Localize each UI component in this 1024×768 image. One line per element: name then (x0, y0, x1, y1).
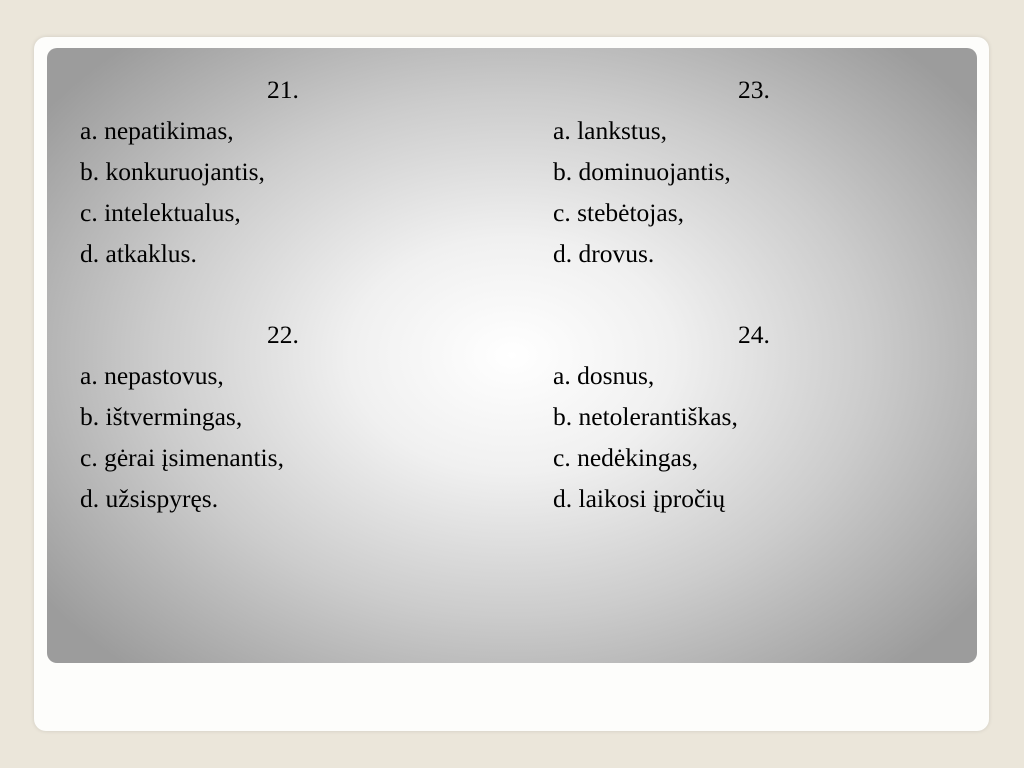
question-24 (553, 314, 973, 519)
question-number: 23. (738, 75, 770, 104)
option-c: c. intelektualus, (80, 198, 241, 227)
question-number: 24. (738, 320, 770, 349)
option-b: b. dominuojantis, (553, 157, 731, 186)
question-22 (80, 314, 495, 519)
question-23 (553, 69, 973, 274)
option-a: a. nepastovus, (80, 361, 224, 390)
question-number: 22. (267, 320, 299, 349)
option-a: a. lankstus, (553, 116, 668, 145)
option-b: b. ištvermingas, (80, 402, 243, 431)
option-a: a. dosnus, (553, 361, 655, 390)
option-d: d. drovus. (553, 239, 655, 268)
option-b: b. konkuruojantis, (80, 157, 265, 186)
option-c: c. gėrai įsimenantis, (80, 443, 284, 472)
option-c: c. nedėkingas, (553, 443, 699, 472)
option-d: d. laikosi įpročių (553, 484, 726, 513)
option-d: d. užsispyręs. (80, 484, 219, 513)
option-a: a. nepatikimas, (80, 116, 234, 145)
option-c: c. stebėtojas, (553, 198, 684, 227)
option-b: b. netolerantiškas, (553, 402, 738, 431)
option-d: d. atkaklus. (80, 239, 197, 268)
question-number: 21. (267, 75, 299, 104)
question-21 (80, 69, 495, 274)
